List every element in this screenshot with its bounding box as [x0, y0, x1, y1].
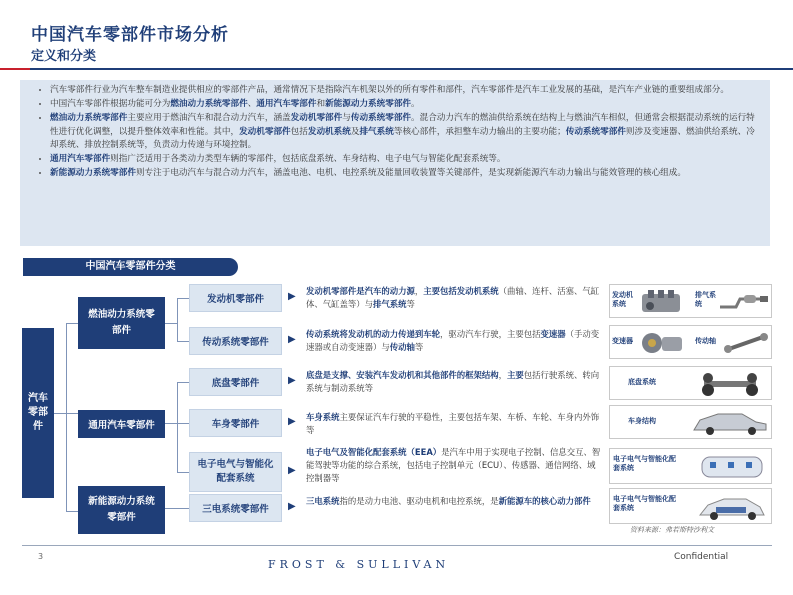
image-panel-engine	[609, 284, 772, 318]
classification-banner: 中国汽车零部件分类	[23, 258, 238, 276]
connector-line	[66, 511, 78, 512]
connector-line	[177, 472, 189, 473]
connector-line	[165, 508, 189, 509]
image-panel-electronics	[609, 448, 772, 484]
category-fuel-powertrain: 燃油动力系统零部件	[78, 297, 165, 349]
description-electronics: 电子电气及智能化配套系统（EEA）是汽车中用于实现电子控制、信息交互、智能驾驶等功能的综合系统，包括电子控制单元（ECU）、传感器、通信网络、域控制器等	[306, 447, 601, 483]
exhaust-image	[718, 289, 770, 315]
image-label: 车身结构	[628, 417, 656, 425]
description-transmission: 传动系统将发动机的动力传递到车轮，驱动汽车行驶，主要包括变速器（手动变速器或自动变速器）与传动轴等	[306, 329, 600, 352]
image-panel-body	[609, 405, 772, 439]
image-label: 电子电气与智能化配套系统	[613, 495, 676, 512]
ev-system-image	[696, 493, 768, 521]
node-three-electric: 三电系统零部件	[189, 494, 282, 522]
image-label: 发动机系统	[612, 291, 633, 308]
image-label: 变速器	[612, 337, 633, 345]
driveshaft-image	[722, 330, 770, 356]
image-panel-transmission	[609, 325, 772, 359]
chassis-image	[692, 370, 768, 398]
car-body-image	[690, 410, 770, 436]
connector-line	[66, 323, 78, 324]
bullet-item: • 新能源动力系统零部件则专注于电动汽车与混合动力汽车，涵盖电池、电机、电控系统及能量回收装置等关键部件，是实现新能源汽车动力输出与能效管理的核心组成。	[50, 167, 760, 181]
arrow-icon: ▶	[288, 465, 296, 476]
description-three-electric: 三电系统指的是动力电池、驱动电机和电控系统，是新能源车的核心动力部件	[306, 496, 591, 506]
arrow-icon: ▶	[288, 375, 296, 386]
node-body-parts: 车身零部件	[189, 409, 282, 437]
page-subtitle: 定义和分类	[31, 49, 97, 64]
arrow-icon: ▶	[288, 416, 296, 427]
connector-line	[66, 323, 67, 511]
title-divider	[0, 68, 793, 70]
connector-line	[177, 382, 178, 472]
source-note: 资料来源：弗若斯特沙利文	[630, 526, 714, 534]
definition-panel	[20, 80, 770, 246]
bullet-item: • 中国汽车零部件根据功能可分为燃油动力系统零部件、通用汽车零部件和新能源动力系统零部件。	[50, 98, 760, 112]
connector-line	[177, 298, 178, 341]
connector-line	[177, 341, 189, 342]
title-divider-accent	[0, 68, 30, 70]
bullet-item: • 通用汽车零部件则指广泛适用于各类动力类型车辆的零部件，包括底盘系统、车身结构、电子电气与智能化配套系统等。	[50, 153, 760, 167]
image-panel-three-electric	[609, 488, 772, 524]
connector-line	[165, 423, 177, 424]
connector-line	[177, 382, 189, 383]
node-engine-parts: 发动机零部件	[189, 284, 282, 312]
arrow-icon: ▶	[288, 501, 296, 512]
confidential-label: Confidential	[674, 552, 729, 562]
connector-line	[177, 298, 189, 299]
arrow-icon: ▶	[288, 291, 296, 302]
page-title: 中国汽车零部件市场分析	[31, 25, 229, 45]
node-chassis-parts: 底盘零部件	[189, 368, 282, 396]
footer-divider	[22, 545, 772, 546]
description-engine: 发动机零部件是汽车的动力源，主要包括发动机系统（曲轴、连杆、活塞、气缸体、气缸盖等）与排气系统等	[306, 286, 600, 309]
description-chassis: 底盘是支撑、安装汽车发动机和其他部件的框架结构，主要包括行驶系统、转向系统与制动系统等	[306, 370, 600, 393]
category-general-parts: 通用汽车零部件	[78, 410, 165, 438]
bullet-item: • 燃油动力系统零部件主要应用于燃油汽车和混合动力汽车，涵盖发动机零部件与传动系统零部件。混合动力汽车的燃油供给系统在结构上与燃油汽车相似，但通常会根据混动系统的运行特性进行优化调整，以提升整体效率和性能。其中，发动机零部件包括发动机系统及排气系统等核心部件，承担整车动力输出的主要功能；传动系统零部件则涉及变速器、燃油供给系统、冷却系统、排放控制系统等，负责动力传递与环境控制。	[50, 112, 760, 153]
engine-image	[638, 288, 686, 316]
image-label: 电子电气与智能化配套系统	[613, 455, 676, 472]
image-label: 排气系统	[695, 291, 716, 308]
image-label: 传动轴	[695, 337, 716, 345]
image-panel-chassis	[609, 366, 772, 400]
page-number: 3	[38, 552, 44, 561]
node-transmission-parts: 传动系统零部件	[189, 327, 282, 355]
electronics-image	[696, 453, 768, 481]
definition-bullets	[38, 84, 760, 181]
root-node: 汽车零部件	[22, 328, 54, 498]
description-body: 车身系统主要保证汽车行驶的平稳性，主要包括车架、车桥、车轮、车身内外饰等	[306, 412, 600, 435]
arrow-icon: ▶	[288, 334, 296, 345]
category-new-energy-powertrain: 新能源动力系统零部件	[78, 486, 165, 534]
brand-logo: FROST & SULLIVAN	[268, 558, 450, 571]
node-electronics-smart: 电子电气与智能化配套系统	[189, 452, 282, 492]
gearbox-image	[638, 329, 686, 357]
connector-line	[177, 423, 189, 424]
bullet-item: • 汽车零部件行业为汽车整车制造业提供相应的零部件产品，通常情况下是指除汽车机架以外的所有零件和部件，汽车零部件是汽车工业发展的基础，是汽车产业链的重要组成部分。	[50, 84, 760, 98]
connector-line	[165, 323, 177, 324]
image-label: 底盘系统	[628, 378, 656, 386]
